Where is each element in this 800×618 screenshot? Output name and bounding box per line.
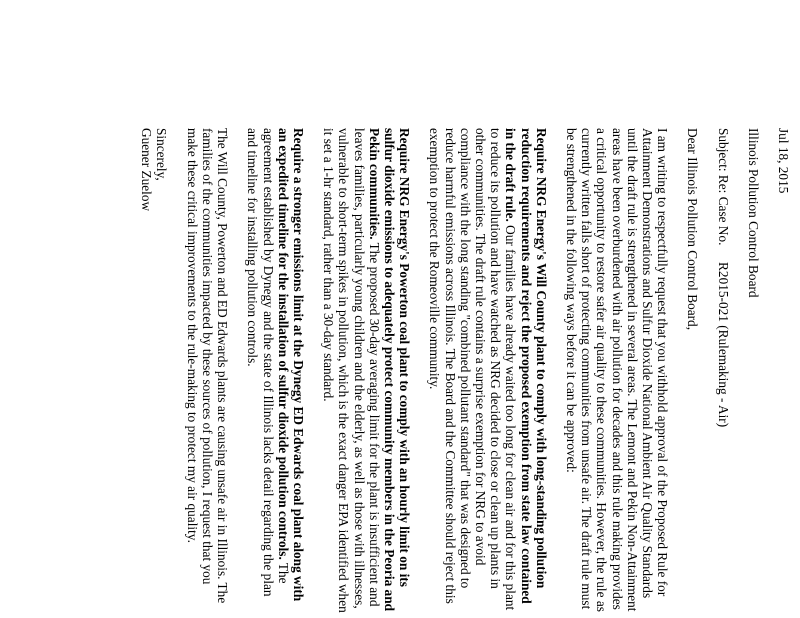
- paragraph-powerton: [321, 128, 412, 614]
- paragraph-will-county: [427, 128, 549, 614]
- paragraph-conclusion: The Will County, Powerton and ED Edwards plants are causing unsafe air in Illinois. The families of the communities impacted by these sources of pollution, I request that you make these critical improvements to the rule-making to protect my air quality.: [184, 128, 231, 604]
- letter-date: Jul 18, 2015: [776, 128, 791, 194]
- paragraph-powerton-demand: Require NRG Energy's Powerton coal plant to comply with an hourly limit on its sulfur dioxide emissions to adequately protect community members in the Peoria and Pekin communities.: [366, 128, 413, 611]
- letter-closing: Sincerely,: [154, 128, 170, 181]
- letter-salutation: Dear Illinois Pollution Control Board,: [685, 128, 701, 331]
- letter-subject: Subject: Re: Case No. R2015-021 (Rulemaking - Air): [715, 128, 731, 428]
- paragraph-intro: I am writing to respectfully request that you withhold approval of the Proposed Rule for Attainment Demonstrations and Sulfur Dioxide National Ambient Air Quality Standards until the draft rule is strengthened in several areas. The Lemont and Pekin Non-Attainment areas have been overburdened with air pollution for decades and this rule making provides a critical opportunity to restore safer air quality to these communities. However, the rule as currently written falls short of protecting communities from unsafe air. The draft rule must be strengthened in the following ways before it can be approved:: [563, 128, 671, 612]
- paragraph-ed-edwards: [245, 128, 306, 614]
- letter-recipient: Illinois Pollution Control Board: [745, 128, 761, 298]
- paragraph-ed-edwards-demand: Require a stronger emissions limit at the Dynegy ED Edwards coal plant along with an expedited timeline for the installation of sulfur dioxide pollution controls.: [275, 128, 306, 602]
- paragraph-ed-edwards-detail: The agreement established by Dynegy and the state of Illinois lacks detail regarding the plan and timeline for installing pollution controls.: [245, 128, 291, 597]
- paragraph-will-county-detail: Our families have already waited too long for clean air and for this plant to reduce its pollution and have watched as NRG decided to close or clean up plants in other communities. The draft rule contains a surprise exemption for NRG to avoid compliance with the long standing "combined pollutant standard" that was designed to reduce harmful emissions across Illinois. The Board and the Committee should reject this exemption to protect the Romeoville community.: [427, 128, 519, 611]
- letter-signer: Guener Zuelow: [139, 128, 155, 212]
- letter-content: [139, 128, 791, 614]
- paragraph-powerton-detail: The proposed 30-day averaging limit for the plant is insufficient and leaves families, particularly young children and the elderly, as well as those with illnesses, vulnerable to short-term spikes in pollution, which is the exact danger EPA identified when it set a 1-hr standard, rather than a 30-day standard.: [321, 128, 382, 613]
- paragraph-will-county-demand: Require NRG Energy's Will County plant to comply with long-standing pollution reduction requirements and reject the proposed exemption from state law contained in the draft rule.: [503, 128, 549, 604]
